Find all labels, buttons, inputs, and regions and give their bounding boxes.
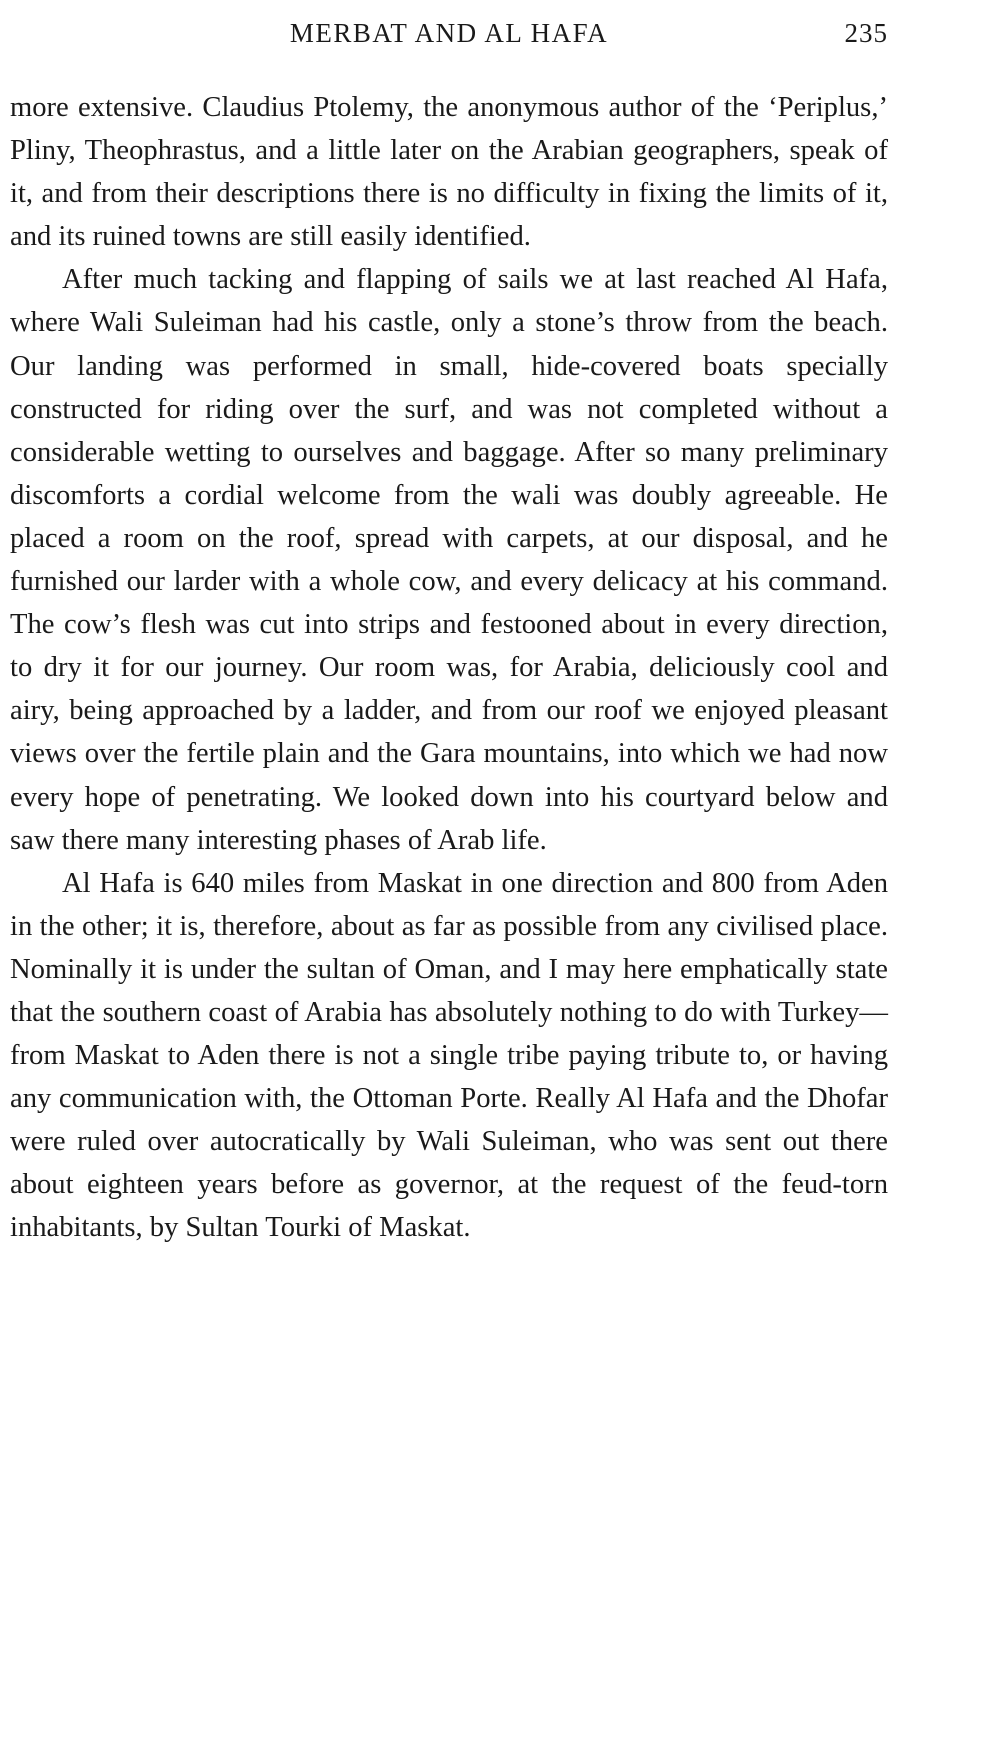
paragraph-continued: more extensive. Claudius Ptolemy, the anonymous author of the ‘Periplus,’ Pliny, Theophrastus, and a little later on the Arabian geographers, speak of it, and from their descriptions there is no difficulty in fixing the limits of it, and its ruined towns are still easily identified. <box>10 92 888 253</box>
paragraph-arrival-al-hafa: After much tacking and flapping of sails we at last reached Al Hafa, where Wali Suleiman had his castle, only a stone’s throw from the beach. Our landing was performed in small, hide-covered boats specially constructed for riding over the surf, and was not completed without a considerable wetting to ourselves and baggage. After so many preliminary discomforts a cordial welcome from the wali was doubly agreeable. He placed a room on the roof, spread with carpets, at our disposal, and he furnished our larder with a whole cow, and every delicacy at his command. The cow’s flesh was cut into strips and festooned about in every direction, to dry it for our journey. Our room was, for Arabia, deliciously cool and airy, being approached by a ladder, and from our roof we enjoyed pleasant views over the fertile plain and the Gara mountains, into which we had now every hope of penetrating. We looked down into his courtyard below and saw there many interesting phases of Arab life. <box>10 264 888 856</box>
paragraph-al-hafa-location: Al Hafa is 640 miles from Maskat in one direction and 800 from Aden in the other; it is, therefore, about as far as possible from any civilised place. Nominally it is under the sultan of Oman, and I may here emphatically state that the southern coast of Arabia has absolutely nothing to do with Turkey—from Maskat to Aden there is not a single tribe paying tribute to, or having any communication with, the Ottoman Porte. Really Al Hafa and the Dhofar were ruled over autocratically by Wali Suleiman, who was sent out there about eighteen years before as governor, at the request of the feud-torn inhabitants, by Sultan Tourki of Maskat. <box>10 867 888 1244</box>
book-page <box>10 12 888 1250</box>
page-number: 235 <box>844 18 888 48</box>
running-header <box>10 12 888 62</box>
body-text <box>10 86 888 1250</box>
running-title: MERBAT AND AL HAFA <box>289 18 609 48</box>
